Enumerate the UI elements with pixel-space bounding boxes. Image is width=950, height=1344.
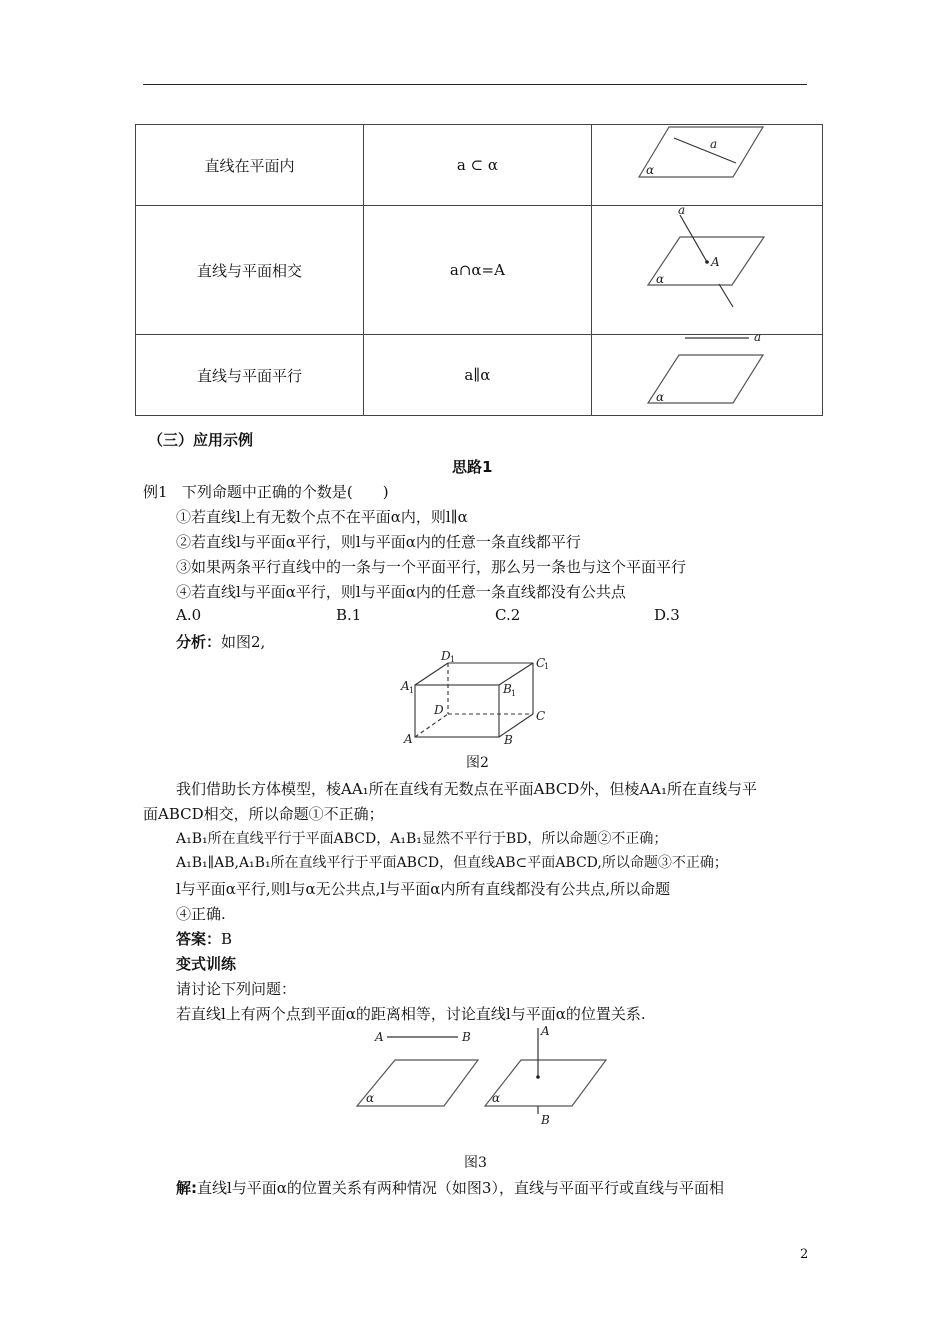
label-alpha: α (645, 163, 655, 177)
option-b: B.1 (336, 606, 362, 624)
example-question-text: 下列命题中正确的个数是( ) (181, 483, 389, 501)
label-alpha: α (655, 390, 665, 404)
relation-notation: a∥α (363, 335, 591, 416)
solution-text: 直线l与平面α的位置关系有两种情况（如图3），直线与平面平行或直线与平面相 (197, 1179, 724, 1197)
label-a: a (677, 206, 686, 217)
subtitle: 思路1 (452, 458, 493, 476)
analysis-paragraph: 面ABCD相交，所以命题①不正确； (143, 805, 384, 823)
relation-name: 直线在平面内 (136, 125, 364, 206)
solution-line (176, 1177, 724, 1198)
relation-figure (591, 206, 822, 335)
label-alpha: α (366, 1091, 375, 1105)
relation-figure (591, 125, 822, 206)
answer-label: 答案： (176, 930, 222, 948)
option-a: A.0 (176, 606, 202, 624)
label-D: D (434, 703, 444, 717)
label-alpha: α (655, 272, 665, 286)
example-item: ②若直线l与平面α平行，则l与平面α内的任意一条直线都平行 (176, 533, 581, 551)
relation-notation: a ⊂ α (363, 125, 591, 206)
analysis-paragraph: ④正确. (176, 905, 226, 923)
table-row (136, 335, 823, 416)
analysis-heading (176, 631, 265, 652)
example-item: ①若直线l上有无数个点不在平面α内，则l∥α (176, 508, 468, 526)
label-A1: A (401, 679, 410, 693)
cuboid-figure (395, 648, 555, 748)
answer-value: B (221, 930, 233, 948)
label-A: A (375, 1030, 384, 1044)
line-in-plane-figure (592, 125, 822, 201)
analysis-intro: 如图2, (221, 633, 266, 651)
figure-3-caption: 图3 (464, 1155, 487, 1171)
label-B: B (541, 1113, 550, 1127)
relation-name: 直线与平面相交 (136, 206, 364, 335)
example-prefix: 例1 (143, 483, 168, 501)
label-B: B (504, 733, 513, 747)
label-D1: D (441, 649, 451, 663)
label-alpha: α (492, 1091, 501, 1105)
line-intersect-plane-figure (592, 206, 822, 330)
label-a: a (709, 137, 718, 151)
variant-question: 若直线l上有两个点到平面α的距离相等，讨论直线l与平面α的位置关系. (176, 1005, 646, 1023)
figure-3 (350, 1022, 620, 1134)
table-row (136, 125, 823, 206)
line-plane-relation-table (135, 124, 823, 416)
subscript: 1 (544, 662, 550, 671)
figure-2-caption: 图2 (466, 755, 489, 771)
label-A: A (404, 732, 413, 746)
example-item: ③如果两条平行直线中的一条与一个平面平行，那么另一条也与这个平面平行 (176, 558, 687, 576)
solution-label: 解: (176, 1179, 197, 1197)
label-C: C (536, 709, 546, 723)
analysis-paragraph: 我们借助长方体模型，棱AA₁所在直线有无数点在平面ABCD外，但棱AA₁所在直线与平 (176, 780, 757, 798)
label-B: B (462, 1030, 471, 1044)
subscript: 1 (409, 686, 415, 695)
analysis-label: 分析： (176, 633, 222, 651)
relation-name: 直线与平面平行 (136, 335, 364, 416)
relation-figure (591, 335, 822, 416)
label-A: A (541, 1024, 550, 1038)
option-c: C.2 (495, 606, 521, 624)
label-a: a (753, 335, 762, 344)
header-rule (143, 84, 807, 85)
subscript: 1 (511, 689, 517, 698)
label-C1: C (536, 656, 546, 670)
variant-intro: 请讨论下列问题： (176, 980, 297, 998)
page-number: 2 (800, 1247, 809, 1262)
label-B1: B (503, 682, 512, 696)
line-parallel-plane-figure (592, 335, 822, 411)
analysis-paragraph: A₁B₁所在直线平行于平面ABCD，A₁B₁显然不平行于BD，所以命题②不正确； (176, 831, 668, 847)
subscript: 1 (450, 655, 456, 664)
option-d: D.3 (654, 606, 680, 624)
section-title: （三）应用示例 (148, 431, 254, 449)
relation-notation: a∩α=A (363, 206, 591, 335)
answer-line (176, 928, 232, 949)
analysis-paragraph: l与平面α平行,则l与α无公共点,l与平面α内所有直线都没有公共点,所以命题 (176, 880, 671, 898)
example-item: ④若直线l与平面α平行，则l与平面α内的任意一条直线都没有公共点 (176, 583, 626, 601)
table-row (136, 206, 823, 335)
label-A: A (710, 255, 720, 269)
example-question (143, 481, 389, 502)
variant-title: 变式训练 (176, 955, 237, 973)
analysis-paragraph: A₁B₁∥AB,A₁B₁所在直线平行于平面ABCD，但直线AB⊂平面ABCD,所以命题③不正确； (176, 855, 728, 871)
